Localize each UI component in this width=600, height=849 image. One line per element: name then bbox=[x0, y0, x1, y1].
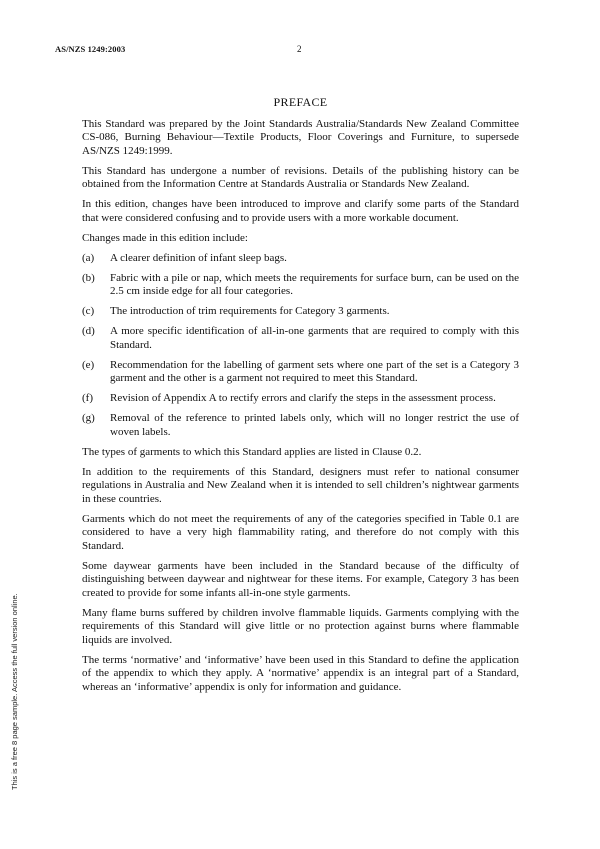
page-title: PREFACE bbox=[273, 95, 328, 109]
list-item bbox=[82, 359, 519, 386]
list-item-label: (d) bbox=[82, 325, 95, 337]
list-item bbox=[82, 325, 519, 352]
changes-list bbox=[82, 252, 519, 440]
list-item-label: (c) bbox=[82, 305, 95, 317]
list-item-text: Fabric with a pile or nap, which meets the requirements for surface burn, can be used on the 2.5 cm inside edge for all four categories. bbox=[110, 271, 519, 297]
preface-section bbox=[82, 96, 519, 701]
document-id: AS/NZS 1249:2003 bbox=[55, 44, 126, 54]
paragraph-flammability: Garments which do not meet the requirements of any of the categories specified in Table 0.1 are considered to have a very high flammability rating, and therefore do not comply with this Standard. bbox=[82, 512, 519, 552]
list-item-text: Revision of Appendix A to rectify errors and clarify the steps in the assessment process. bbox=[110, 392, 496, 404]
list-item bbox=[82, 272, 519, 299]
list-item-text: Removal of the reference to printed labels only, which will no longer restrict the use of woven labels. bbox=[110, 412, 519, 438]
sample-notice: This is a free 8 page sample. Access the full version online. bbox=[10, 593, 19, 790]
paragraph-flame-burns: Many flame burns suffered by children involve flammable liquids. Garments complying with the requirements of this Standard will give little or no protection against burns where flammable liquids are involved. bbox=[82, 606, 519, 646]
list-item-text: A more specific identification of all-in-one garments that are required to comply with this Standard. bbox=[110, 325, 519, 351]
list-item-label: (a) bbox=[82, 251, 95, 264]
page-number: 2 bbox=[297, 44, 302, 54]
list-item-label: (f) bbox=[82, 392, 93, 404]
paragraph-history: This Standard has undergone a number of revisions. Details of the publishing history can be obtained from the Information Centre at Standards Australia or Standards New Zealand. bbox=[82, 164, 519, 190]
list-item bbox=[82, 305, 519, 319]
list-item bbox=[82, 252, 519, 266]
paragraph-daywear: Some daywear garments have been included in the Standard because of the difficulty of distinguishing between daywear and nightwear for these items. For example, Category 3 has been created to provide for some infants all-in-one style garments. bbox=[82, 559, 519, 599]
paragraph-committee: This Standard was prepared by the Joint Standards Australia/Standards New Zealand Committee CS-086, Burning Behaviour—Textile Products, Floor Coverings and Furniture, to supersede AS/NZS 1249:1999. bbox=[82, 117, 519, 157]
paragraph-edition: In this edition, changes have been introduced to improve and clarify some parts of the Standard that were considered confusing and to provide users with a more workable document. bbox=[82, 198, 519, 224]
list-item-text: A clearer definition of infant sleep bags. bbox=[110, 251, 287, 264]
list-item bbox=[82, 392, 519, 406]
list-item-text: The introduction of trim requirements for Category 3 garments. bbox=[110, 305, 390, 317]
paragraph-garment-types: The types of garments to which this Standard applies are listed in Clause 0.2. bbox=[82, 445, 422, 458]
list-item-text: Recommendation for the labelling of garment sets where one part of the set is a Category 3 garment and the other is a garment not required to meet this Standard. bbox=[110, 358, 519, 384]
list-item bbox=[82, 412, 519, 439]
paragraph-changes-intro: Changes made in this edition include: bbox=[82, 231, 248, 244]
list-item-label: (b) bbox=[82, 271, 95, 284]
list-item-label: (g) bbox=[82, 412, 95, 424]
paragraph-regulations: In addition to the requirements of this Standard, designers must refer to national consumer regulations in Australia and New Zealand when it is intended to sell children’s nightwear garments in these countries. bbox=[82, 465, 519, 505]
paragraph-normative: The terms ‘normative’ and ‘informative’ have been used in this Standard to define the application of the appendix to which they apply. A ‘normative’ appendix is an integral part of a Standard, whereas an ‘informative’ appendix is only for information and guidance. bbox=[82, 653, 519, 693]
list-item-label: (e) bbox=[82, 358, 95, 371]
